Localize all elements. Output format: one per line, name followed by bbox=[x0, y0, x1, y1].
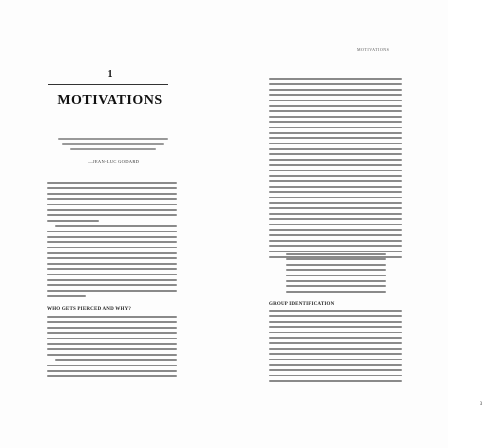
text-line bbox=[269, 234, 402, 236]
text-line bbox=[269, 224, 402, 226]
text-line bbox=[47, 348, 177, 350]
text-line bbox=[47, 236, 177, 238]
text-line bbox=[269, 78, 402, 80]
chapter-title: MOTIVATIONS bbox=[57, 93, 163, 108]
text-line bbox=[47, 220, 99, 222]
text-line bbox=[47, 274, 177, 276]
text-line bbox=[269, 89, 402, 91]
epigraph-line bbox=[62, 143, 163, 145]
text-line bbox=[269, 342, 402, 344]
text-line bbox=[47, 252, 177, 254]
text-line bbox=[47, 231, 177, 233]
text-line bbox=[47, 375, 177, 377]
text-line bbox=[269, 326, 402, 328]
text-line bbox=[269, 105, 402, 107]
epigraph-line bbox=[70, 148, 156, 150]
section-heading: WHO GETS PIERCED AND WHY? bbox=[47, 307, 132, 312]
text-line bbox=[47, 354, 177, 356]
text-line bbox=[269, 315, 402, 317]
text-line bbox=[47, 284, 177, 286]
text-line bbox=[286, 291, 386, 293]
text-line bbox=[269, 186, 402, 188]
text-line bbox=[269, 143, 402, 145]
text-line bbox=[269, 332, 402, 334]
text-line bbox=[269, 369, 402, 371]
text-line bbox=[269, 380, 402, 382]
epigraph bbox=[58, 138, 168, 153]
epigraph-line bbox=[58, 138, 168, 140]
text-line bbox=[47, 327, 177, 329]
text-line bbox=[269, 375, 402, 377]
text-line bbox=[47, 338, 177, 340]
text-line bbox=[269, 197, 402, 199]
text-line bbox=[286, 264, 386, 266]
text-line bbox=[269, 218, 402, 220]
text-line bbox=[47, 316, 177, 318]
running-head: MOTIVATIONS bbox=[357, 47, 390, 52]
chapter-rule bbox=[48, 84, 168, 85]
text-line bbox=[47, 209, 177, 211]
text-line bbox=[269, 359, 402, 361]
text-line bbox=[269, 202, 402, 204]
text-line bbox=[269, 207, 402, 209]
text-line bbox=[47, 343, 177, 345]
text-line bbox=[269, 364, 402, 366]
text-line bbox=[269, 310, 402, 312]
text-line bbox=[286, 258, 386, 260]
text-line bbox=[269, 164, 402, 166]
text-line bbox=[269, 132, 402, 134]
text-line bbox=[269, 110, 402, 112]
text-line bbox=[47, 182, 177, 184]
text-line bbox=[269, 137, 402, 139]
text-line bbox=[269, 159, 402, 161]
text-line bbox=[269, 245, 402, 247]
page-number: 3 bbox=[479, 402, 483, 407]
text-line bbox=[47, 241, 177, 243]
text-line bbox=[286, 269, 386, 271]
text-line bbox=[269, 153, 402, 155]
text-line bbox=[47, 193, 177, 195]
text-line bbox=[269, 100, 402, 102]
text-line bbox=[269, 83, 402, 85]
text-line bbox=[286, 275, 386, 277]
section-heading: GROUP IDENTIFICATION bbox=[269, 302, 335, 307]
text-line bbox=[269, 116, 402, 118]
text-line bbox=[47, 214, 177, 216]
text-line bbox=[47, 263, 177, 265]
text-line bbox=[269, 94, 402, 96]
text-line bbox=[269, 353, 402, 355]
text-line bbox=[47, 247, 177, 249]
chapter-number: 1 bbox=[107, 69, 113, 80]
text-line bbox=[269, 229, 402, 231]
text-line bbox=[55, 359, 177, 361]
text-line bbox=[269, 148, 402, 150]
text-line bbox=[269, 337, 402, 339]
text-line bbox=[47, 365, 177, 367]
text-line bbox=[269, 175, 402, 177]
text-line bbox=[47, 268, 177, 270]
text-line bbox=[47, 257, 177, 259]
body-text-block bbox=[269, 78, 402, 261]
text-line bbox=[286, 285, 386, 287]
text-line bbox=[47, 204, 177, 206]
text-line bbox=[47, 198, 177, 200]
text-line bbox=[47, 187, 177, 189]
epigraph-attribution: —JEAN-LUC GODARD bbox=[88, 159, 140, 164]
text-line bbox=[269, 127, 402, 129]
text-line bbox=[286, 280, 386, 282]
text-line bbox=[269, 170, 402, 172]
body-text-block bbox=[47, 316, 177, 381]
text-line bbox=[269, 191, 402, 193]
text-line bbox=[269, 348, 402, 350]
text-line bbox=[47, 370, 177, 372]
text-line bbox=[55, 225, 177, 227]
text-line bbox=[269, 321, 402, 323]
text-line bbox=[47, 321, 177, 323]
text-line bbox=[269, 240, 402, 242]
text-line bbox=[269, 180, 402, 182]
text-line bbox=[47, 290, 177, 292]
text-line bbox=[47, 295, 86, 297]
text-line bbox=[47, 332, 177, 334]
body-text-block bbox=[47, 182, 177, 301]
block-quote bbox=[286, 253, 386, 296]
body-text-block bbox=[269, 310, 402, 385]
text-line bbox=[269, 121, 402, 123]
text-line bbox=[286, 253, 386, 255]
text-line bbox=[269, 213, 402, 215]
text-line bbox=[47, 279, 177, 281]
